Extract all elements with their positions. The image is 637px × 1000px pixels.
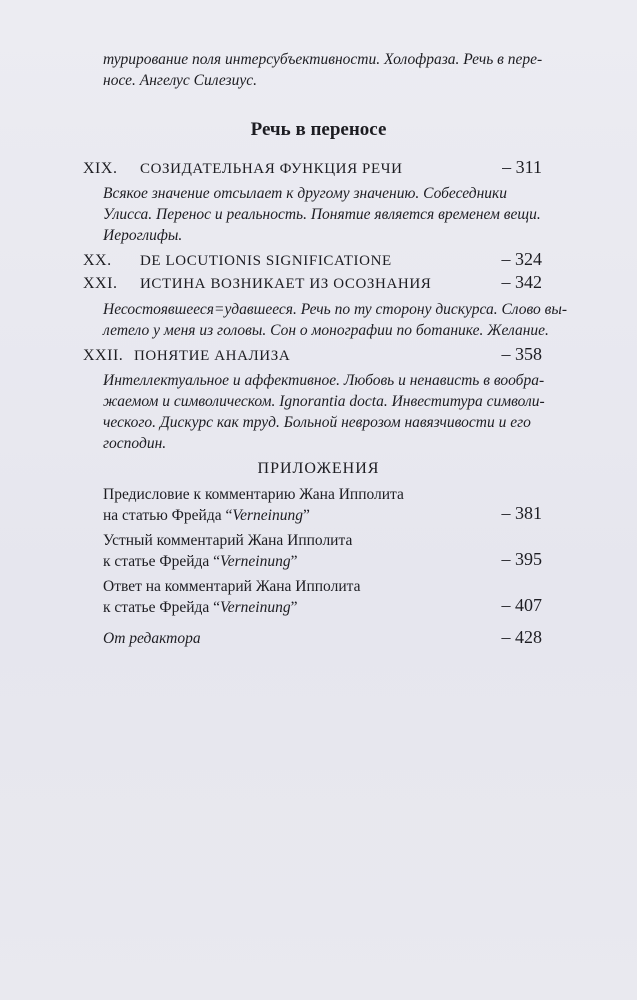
- appendix-item-line: [103, 505, 310, 526]
- appendix-item-line: Устный комментарий Жана Ипполита: [103, 532, 353, 549]
- appendix-item-text: к статье Фрейда “: [103, 599, 221, 616]
- chapter-number: XIX.: [83, 160, 118, 177]
- chapter-desc-line: Всякое значение отсылает к другому значению. Собеседники: [103, 185, 508, 202]
- editor-note-page: – 428: [501, 627, 542, 647]
- appendix-item-page: – 407: [501, 595, 542, 615]
- appendix-item-line: [103, 551, 298, 572]
- appendix-item-page: – 395: [501, 549, 542, 569]
- appendix-item-text: на статью Фрейда “: [103, 507, 233, 524]
- appendix-item-line: Предисловие к комментарию Жана Ипполита: [103, 486, 404, 503]
- appendix-item-italic: Verneinung: [220, 553, 291, 570]
- editor-note-label: От редактора: [103, 630, 201, 647]
- chapter-title: СОЗИДАТЕЛЬНАЯ ФУНКЦИЯ РЕЧИ: [140, 161, 403, 177]
- intro-line-2: носе. Ангелус Силезиус.: [103, 72, 257, 89]
- chapter-desc-line: ческого. Дискурс как труд. Больной неврозом навязчивости и его: [103, 414, 531, 431]
- chapter-number: XX.: [83, 252, 112, 269]
- chapter-desc-line: жаемом и символическом. Ignorantia docta. Инвеститура символи-: [103, 393, 545, 410]
- appendix-item-italic: Verneinung: [220, 599, 291, 616]
- appendix-item-page: – 381: [501, 503, 542, 523]
- appendix-item-text: ”: [290, 599, 298, 616]
- section-title: Речь в переносе: [250, 119, 387, 140]
- chapter-title: DE LOCUTIONIS SIGNIFICATIONE: [140, 253, 392, 269]
- chapter-title: ПОНЯТИЕ АНАЛИЗА: [134, 348, 291, 364]
- chapter-desc-line: господин.: [103, 435, 167, 452]
- chapter-page: – 324: [501, 249, 542, 269]
- intro-line-1: турирование поля интерсубъективности. Холофраза. Речь в пере-: [103, 51, 543, 68]
- chapter-page: – 342: [501, 272, 542, 292]
- appendix-heading: ПРИЛОЖЕНИЯ: [257, 460, 380, 477]
- appendix-item-text: ”: [302, 507, 310, 524]
- appendix-item-text: к статье Фрейда “: [103, 553, 221, 570]
- chapter-number: XXI.: [83, 275, 118, 292]
- chapter-desc-line: Иероглифы.: [103, 227, 183, 244]
- chapter-title: ИСТИНА ВОЗНИКАЕТ ИЗ ОСОЗНАНИЯ: [140, 276, 432, 292]
- chapter-desc-line: Интеллектуальное и аффективное. Любовь и ненависть в вообра-: [103, 372, 545, 389]
- chapter-desc-line: летело у меня из головы. Сон о монографии по ботанике. Желание.: [103, 322, 549, 339]
- appendix-item-line: Ответ на комментарий Жана Ипполита: [103, 578, 361, 595]
- chapter-desc-line: Улисса. Перенос и реальность. Понятие является временем вещи.: [103, 206, 541, 223]
- chapter-number: XXII.: [83, 347, 124, 364]
- appendix-item-italic: Verneinung: [232, 507, 303, 524]
- appendix-item-line: [103, 597, 298, 618]
- chapter-desc-line: Несостоявшееся=удавшееся. Речь по ту сторону дискурса. Слово вы-: [103, 301, 568, 318]
- chapter-page: – 358: [501, 344, 542, 364]
- chapter-page: – 311: [502, 157, 542, 177]
- appendix-item-text: ”: [290, 553, 298, 570]
